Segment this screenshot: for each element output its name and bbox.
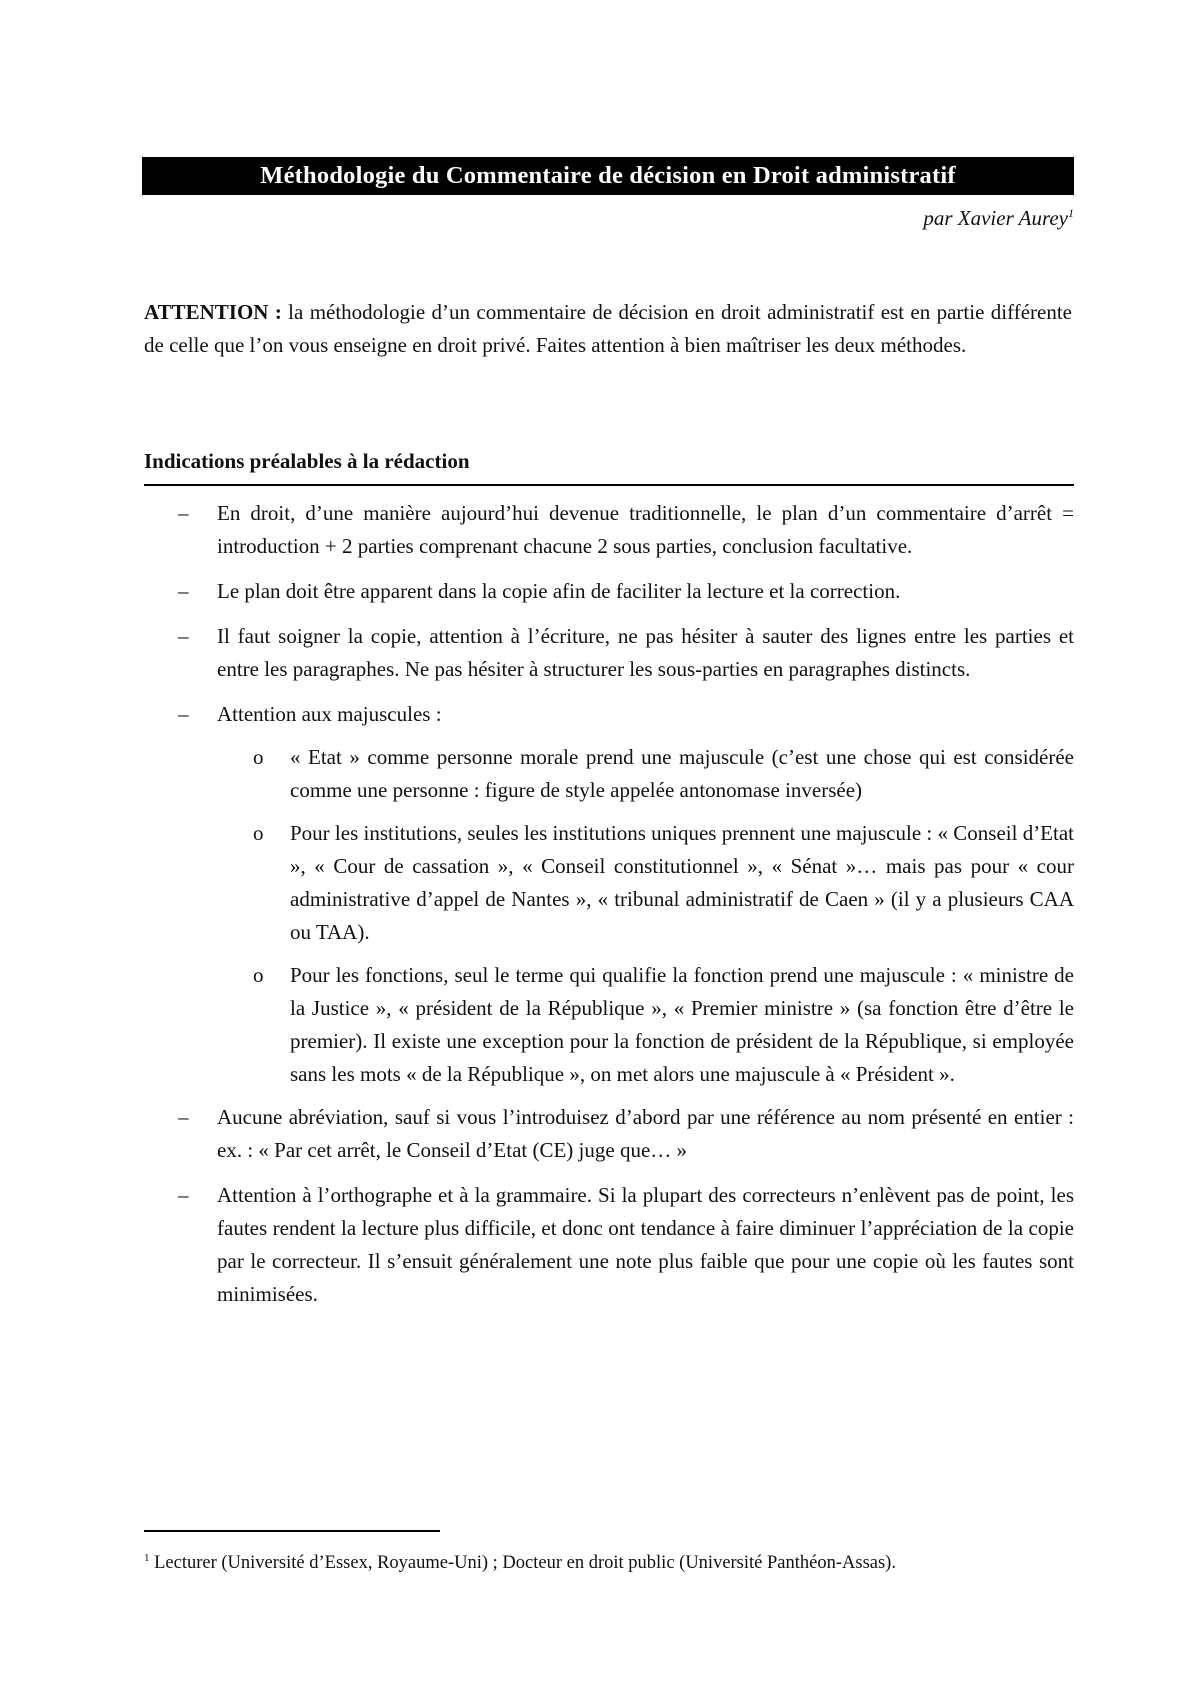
sublist-item-text: Pour les fonctions, seul le terme qui qualifie la fonction prend une majuscule : « ministre de la Justice », « président de la République », « Premier ministre » (sa fonction être d’être le premier). Il existe une exception pour la fonction de président de la République, si employée sans les mots « de la République », on met alors une majuscule à « Président ».: [290, 963, 1074, 1086]
sublist-item: [144, 959, 1074, 1091]
list-item: [144, 575, 1074, 608]
dash-bullet: –: [178, 624, 189, 648]
list-item-text: Attention aux majuscules :: [217, 702, 442, 726]
circle-bullet: o: [253, 963, 264, 987]
sublist-item: [144, 741, 1074, 807]
attention-paragraph: [144, 296, 1072, 362]
footnote-text: Lecturer (Université d’Essex, Royaume-Uni) ; Docteur en droit public (Université Panthéon-Assas).: [149, 1553, 896, 1574]
dash-bullet: –: [178, 1183, 189, 1207]
dash-bullet: –: [178, 1105, 189, 1129]
author-line: [923, 206, 1074, 231]
list-item: [144, 620, 1074, 686]
document-title-text: Méthodologie du Commentaire de décision en Droit administratif: [260, 162, 956, 189]
sublist-item-text: « Etat » comme personne morale prend une majuscule (c’est une chose qui est considérée comme une personne : figure de style appelée antonomase inversée): [290, 745, 1074, 802]
list-item: [144, 497, 1074, 563]
dash-bullet: –: [178, 501, 189, 525]
dash-bullet: –: [178, 702, 189, 726]
sublist-item-text: Pour les institutions, seules les institutions uniques prennent une majuscule : « Conseil d’Etat », « Cour de cassation », « Conseil constitutionnel », « Sénat »… mais pas pour « cour administrative d’appel de Nantes », « tribunal administratif de Caen » (il y a plusieurs CAA ou TAA).: [290, 821, 1074, 944]
dash-bullet: –: [178, 579, 189, 603]
circle-bullet: o: [253, 821, 264, 845]
list-item: [144, 698, 1074, 731]
author-name: par Xavier Aurey: [923, 206, 1068, 230]
document-title: [142, 157, 1074, 195]
list-item: [144, 1179, 1074, 1311]
sublist-item: [144, 817, 1074, 949]
footnote: [144, 1546, 1072, 1575]
list-item-text: Aucune abréviation, sauf si vous l’introduisez d’abord par une référence au nom présenté en entier : ex. : « Par cet arrêt, le Conseil d’Etat (CE) juge que… »: [217, 1105, 1074, 1162]
circle-bullet: o: [253, 745, 264, 769]
list-item-text: En droit, d’une manière aujourd’hui devenue traditionnelle, le plan d’un commentaire d’arrêt = introduction + 2 parties comprenant chacune 2 sous parties, conclusion facultative.: [217, 501, 1074, 558]
footnote-reference[interactable]: 1: [1068, 206, 1074, 220]
list-item-text: Attention à l’orthographe et à la grammaire. Si la plupart des correcteurs n’enlèvent pas de point, les fautes rendent la lecture plus difficile, et donc ont tendance à faire diminuer l’appréciation de la copie par le correcteur. Il s’ensuit généralement une note plus faible que pour une copie où les fautes sont minimisées.: [217, 1183, 1074, 1306]
indications-list: [144, 497, 1074, 1311]
footnote-separator: [144, 1530, 440, 1532]
attention-text: la méthodologie d’un commentaire de décision en droit administratif est en partie différente de celle que l’on vous enseigne en droit privé. Faites attention à bien maîtriser les deux méthodes.: [144, 300, 1072, 357]
list-item-text: Il faut soigner la copie, attention à l’écriture, ne pas hésiter à sauter des lignes entre les parties et entre les paragraphes. Ne pas hésiter à structurer les sous-parties en paragraphes distincts.: [217, 624, 1074, 681]
list-item-text: Le plan doit être apparent dans la copie afin de faciliter la lecture et la correction.: [217, 579, 901, 603]
list-item: [144, 1101, 1074, 1167]
footnote-mark: 1: [144, 1552, 150, 1564]
section-heading: Indications préalables à la rédaction: [144, 449, 470, 473]
section-underline: [144, 484, 1074, 486]
capitalization-sublist: [144, 741, 1074, 1091]
attention-label: ATTENTION :: [144, 300, 282, 324]
